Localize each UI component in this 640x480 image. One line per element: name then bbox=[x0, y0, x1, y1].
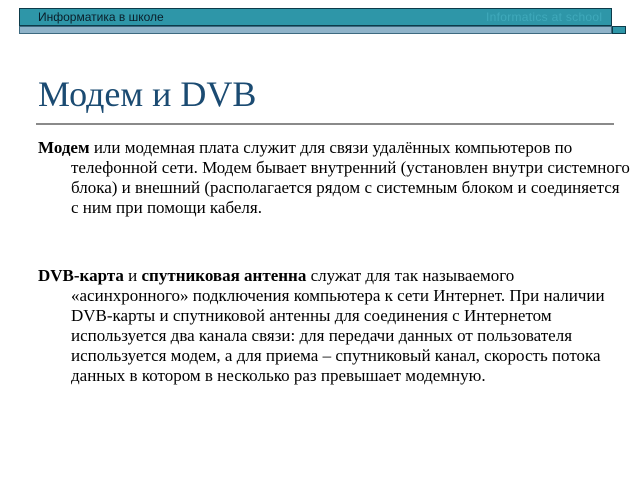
title-divider bbox=[36, 123, 614, 125]
conjunction-text: и bbox=[123, 266, 142, 285]
header-watermark-text: Informatics at school bbox=[486, 10, 603, 24]
paragraph-modem-text: или модемная плата служит для связи удалённых компьютеров по телефонной сети. Модем бывает внутренний (установлен внутри системного блока) и внешний (располагается рядом с системным блоком и соединяется с ним при помощи кабеля. bbox=[71, 138, 630, 217]
term-dvb-card: DVB-карта bbox=[38, 266, 124, 285]
paragraph-modem bbox=[38, 138, 631, 218]
header-bar bbox=[19, 8, 612, 26]
paragraph-dvb bbox=[38, 266, 631, 386]
term-satellite-antenna: спутниковая антенна bbox=[141, 266, 307, 285]
term-modem: Модем bbox=[38, 138, 90, 157]
paragraph-dvb-text: служат для так называемого «асинхронного» подключения компьютера к сети Интернет. При наличии DVB-карты и спутниковой антенны для соединения с Интернетом используется два канала связи: для передачи данных от пользователя используется модем, а для приема – спутниковый канал, скорость потока данных в котором в несколько раз превышает модемную. bbox=[71, 266, 605, 385]
header-sub-bar bbox=[19, 26, 612, 34]
header-sub-bar-accent bbox=[612, 26, 626, 34]
slide-title: Модем и DVB bbox=[38, 74, 257, 114]
header-title: Информатика в школе bbox=[38, 10, 164, 24]
